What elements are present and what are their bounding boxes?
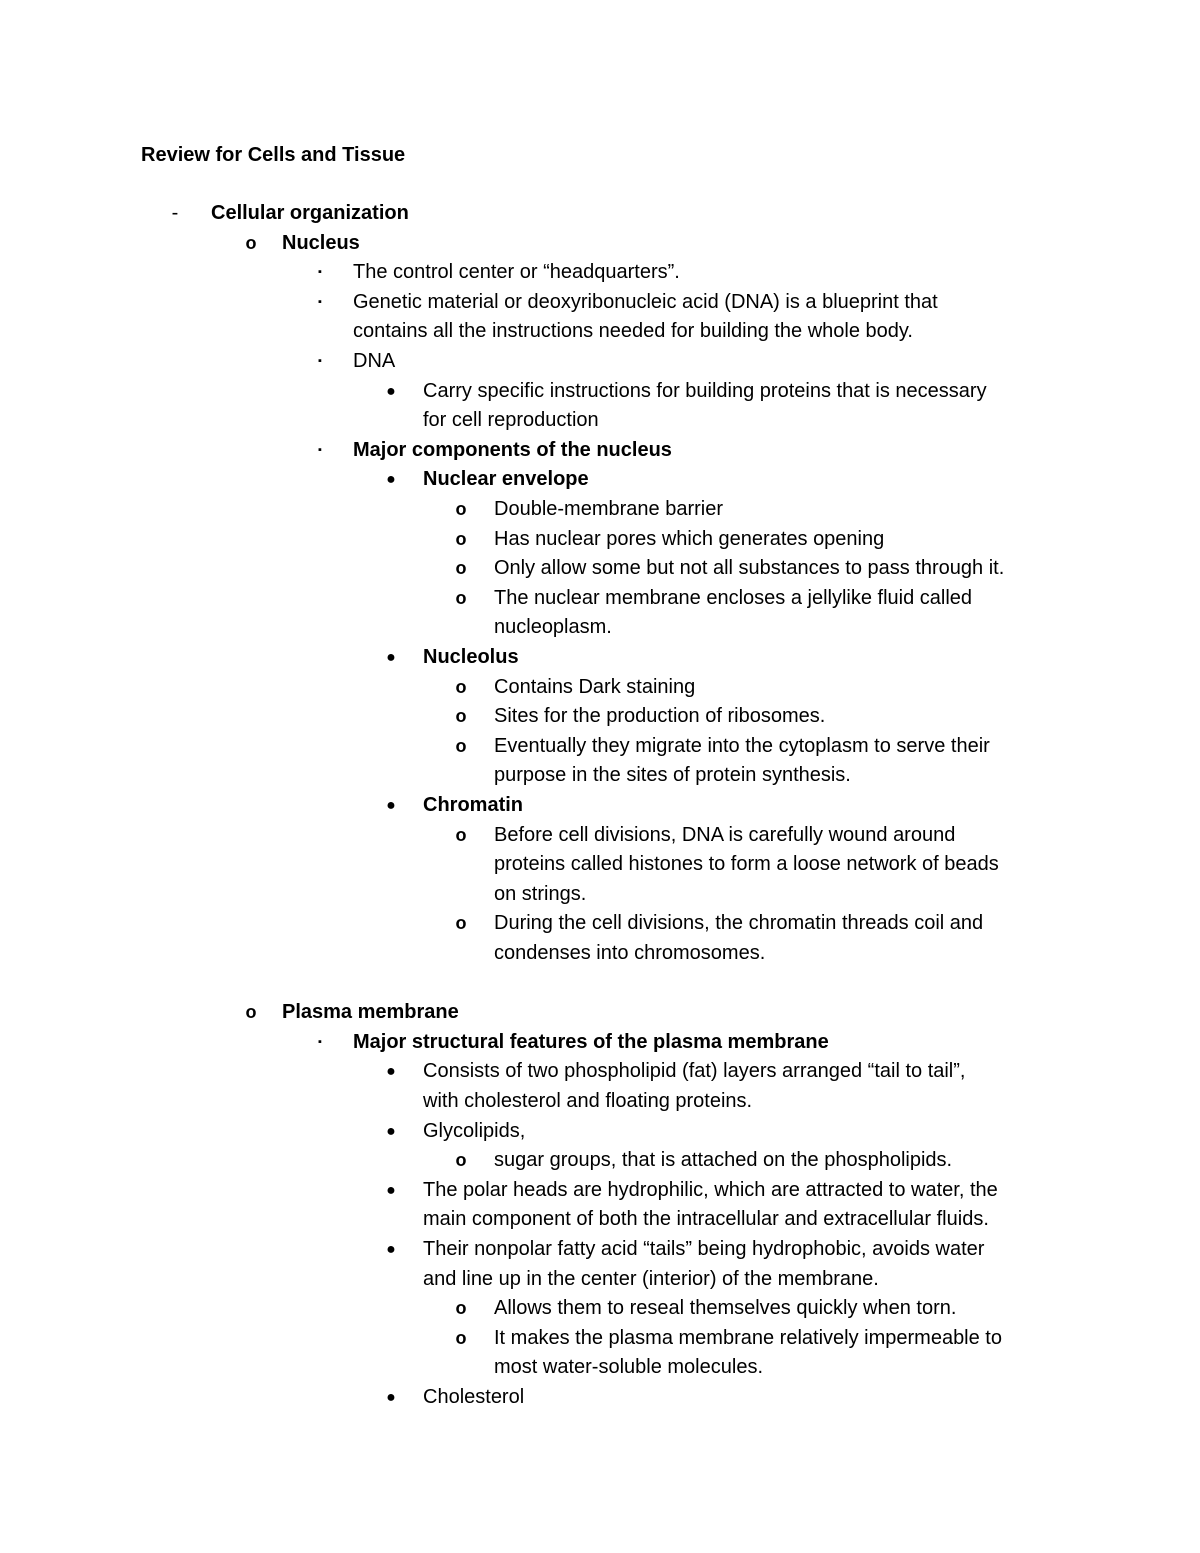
outline-item-text: DNA: [353, 350, 396, 372]
outline-item-text: condenses into chromosomes.: [494, 942, 766, 964]
outline-item-text: with cholesterol and floating proteins.: [423, 1090, 753, 1112]
circle-bullet-icon: o: [455, 1327, 467, 1348]
outline-item-text: Major structural features of the plasma membrane: [353, 1030, 829, 1053]
outline-item-text: on strings.: [494, 882, 587, 905]
outline-item-text: sugar groups, that is attached on the phospholipids.: [494, 1149, 953, 1172]
circle-bullet-icon: o: [455, 499, 467, 519]
outline-item-text: Nuclear envelope: [423, 468, 589, 491]
disc-bullet-icon: ●: [386, 649, 396, 666]
disc-bullet-icon: ●: [386, 797, 396, 814]
outline-item-text: Before cell divisions, DNA is carefully wound around: [494, 823, 956, 846]
circle-bullet-icon: o: [455, 528, 467, 549]
outline-item-text: Cholesterol: [423, 1386, 525, 1408]
outline-item-text: The control center or “headquarters”.: [353, 261, 680, 284]
outline-item-text: Nucleus: [282, 231, 360, 254]
outline-item-text: Nucleolus: [423, 646, 519, 668]
outline-item-text: nucleoplasm.: [494, 616, 612, 639]
circle-bullet-icon: o: [455, 676, 467, 697]
outline-item-text: Consists of two phospholipid (fat) layers arranged “tail to tail”,: [423, 1060, 966, 1083]
circle-bullet-icon: o: [455, 587, 467, 608]
outline-item-text: for cell reproduction: [423, 409, 599, 432]
outline-item-text: Eventually they migrate into the cytoplasm to serve their: [494, 734, 990, 757]
circle-bullet-icon: o: [455, 1298, 467, 1319]
circle-bullet-icon: o: [245, 1002, 257, 1023]
circle-bullet-icon: o: [455, 913, 467, 934]
document-title: Review for Cells and Tissue: [141, 144, 406, 166]
circle-bullet-icon: o: [455, 824, 467, 845]
outline-item-text: Sites for the production of ribosomes.: [494, 705, 826, 728]
outline-item-text: Contains Dark staining: [494, 675, 696, 698]
circle-bullet-icon: o: [455, 706, 467, 727]
outline-item-text: Carry specific instructions for building proteins that is necessary: [423, 379, 987, 402]
outline-item-text: During the cell divisions, the chromatin threads coil and: [494, 912, 984, 935]
square-bullet-icon: ▪: [318, 1035, 322, 1048]
disc-bullet-icon: ●: [386, 1122, 396, 1140]
disc-bullet-icon: ●: [386, 471, 396, 489]
square-bullet-icon: ▪: [318, 355, 322, 367]
circle-bullet-icon: o: [455, 1150, 467, 1171]
outline-item-text: main component of both the intracellular and extracellular fluids.: [423, 1208, 989, 1231]
square-bullet-icon: ▪: [318, 443, 322, 456]
circle-bullet-icon: o: [455, 735, 467, 756]
outline-item-text: Major components of the nucleus: [353, 438, 672, 461]
outline-item-text: Only allow some but not all substances to pass through it.: [494, 557, 1005, 580]
circle-bullet-icon: o: [245, 232, 257, 253]
outline-item-text: Their nonpolar fatty acid “tails” being hydrophobic, avoids water: [423, 1238, 985, 1260]
circle-bullet-icon: o: [455, 558, 467, 579]
disc-bullet-icon: ●: [386, 1241, 396, 1258]
dash-bullet-icon: -: [171, 202, 179, 224]
outline-item-text: Glycolipids,: [423, 1119, 526, 1142]
disc-bullet-icon: ●: [386, 1181, 396, 1199]
outline-item-text: Cellular organization: [211, 202, 409, 224]
outline-item-text: Chromatin: [423, 794, 523, 816]
disc-bullet-icon: ●: [386, 1389, 396, 1406]
outline-item-text: The polar heads are hydrophilic, which are attracted to water, the: [423, 1178, 998, 1201]
outline-item-text: and line up in the center (interior) of the membrane.: [423, 1267, 879, 1290]
outline-item-text: proteins called histones to form a loose network of beads: [494, 853, 999, 876]
square-bullet-icon: ▪: [318, 266, 322, 279]
outline-item-text: Allows them to reseal themselves quickly when torn.: [494, 1297, 957, 1320]
outline-item-text: Has nuclear pores which generates opening: [494, 527, 885, 550]
outline-item-text: purpose in the sites of protein synthesis.: [494, 764, 851, 787]
square-bullet-icon: ▪: [318, 295, 322, 308]
outline-item-text: Double-membrane barrier: [494, 498, 723, 520]
outline-item-text: contains all the instructions needed for building the whole body.: [353, 320, 913, 343]
disc-bullet-icon: ●: [386, 1063, 396, 1081]
outline-item-text: Genetic material or deoxyribonucleic acid (DNA) is a blueprint that: [353, 290, 938, 313]
outline-item-text: The nuclear membrane encloses a jellylike fluid called: [494, 586, 973, 609]
outline-item-text: Plasma membrane: [282, 1001, 459, 1024]
outline-item-text: It makes the plasma membrane relatively impermeable to: [494, 1326, 1002, 1349]
disc-bullet-icon: ●: [386, 382, 396, 400]
outline-item-text: most water-soluble molecules.: [494, 1356, 763, 1379]
